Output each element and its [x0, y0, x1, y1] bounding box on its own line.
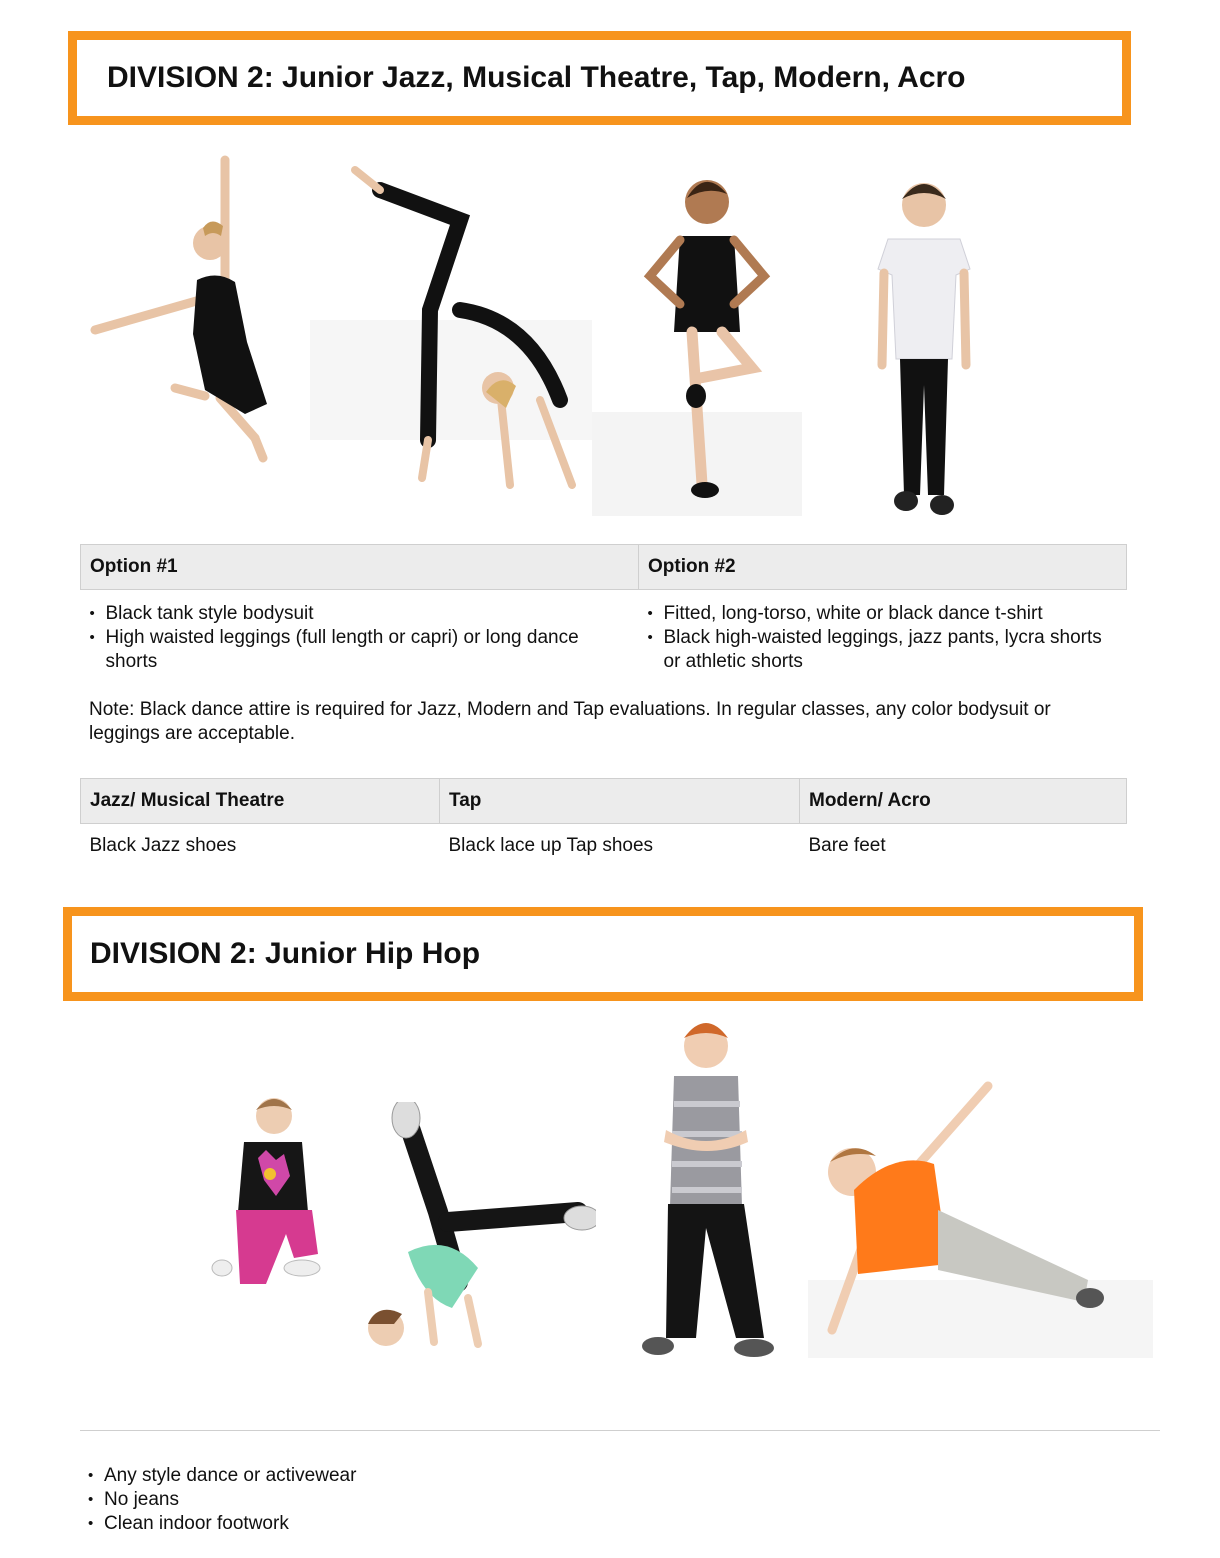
list-item: • Black high-waisted leggings, jazz pants, lycra shorts or athletic shorts	[648, 626, 1118, 674]
attire-note: Note: Black dance attire is required for Jazz, Modern and Tap evaluations. In regular classes, any color bodysuit or leggings are acceptable.	[89, 699, 1051, 744]
list-item: • No jeans	[88, 1488, 356, 1512]
option-1-cell	[81, 590, 639, 675]
division-jazz-banner	[68, 31, 1131, 125]
photo-boy-arms-crossed	[628, 1014, 780, 1360]
list-item: • High waisted leggings (full length or capri) or long dance shorts	[90, 626, 630, 674]
footwear-value-jazz: Black Jazz shoes	[89, 835, 237, 856]
photo-dancer-passe-pose	[592, 172, 802, 518]
footwear-value-modern: Bare feet	[808, 835, 886, 856]
photo-girl-crouching	[196, 1092, 326, 1287]
footwear-value-tap: Black lace up Tap shoes	[448, 835, 654, 856]
division-hiphop-banner	[63, 907, 1143, 1001]
list-item: • Any style dance or activewear	[88, 1464, 356, 1488]
division-jazz-title: DIVISION 2: Junior Jazz, Musical Theatre, Tap, Modern, Acro	[107, 61, 966, 94]
option-2-header: Option #2	[639, 545, 1127, 590]
section-divider	[80, 1430, 1160, 1431]
division-hiphop-title: DIVISION 2: Junior Hip Hop	[90, 937, 481, 970]
option-2-cell	[639, 590, 1127, 675]
attire-options-table	[80, 544, 1127, 674]
photo-boy-standing-tshirt	[868, 175, 980, 525]
footwear-header-jazz: Jazz/ Musical Theatre	[81, 779, 440, 824]
footwear-header-modern: Modern/ Acro	[800, 779, 1127, 824]
list-item: • Clean indoor footwork	[88, 1512, 356, 1536]
photo-dancer-leaping	[85, 148, 285, 466]
photo-boy-side-plank	[808, 1080, 1153, 1360]
list-item: • Black tank style bodysuit	[90, 602, 630, 626]
photo-child-freeze	[348, 1102, 596, 1352]
footwear-table	[80, 778, 1127, 857]
photo-dancer-backbend	[310, 160, 592, 490]
option-1-header: Option #1	[81, 545, 639, 590]
footwear-header-tap: Tap	[440, 779, 800, 824]
list-item: • Fitted, long-torso, white or black dance t-shirt	[648, 602, 1118, 626]
hiphop-attire-list	[88, 1464, 356, 1536]
